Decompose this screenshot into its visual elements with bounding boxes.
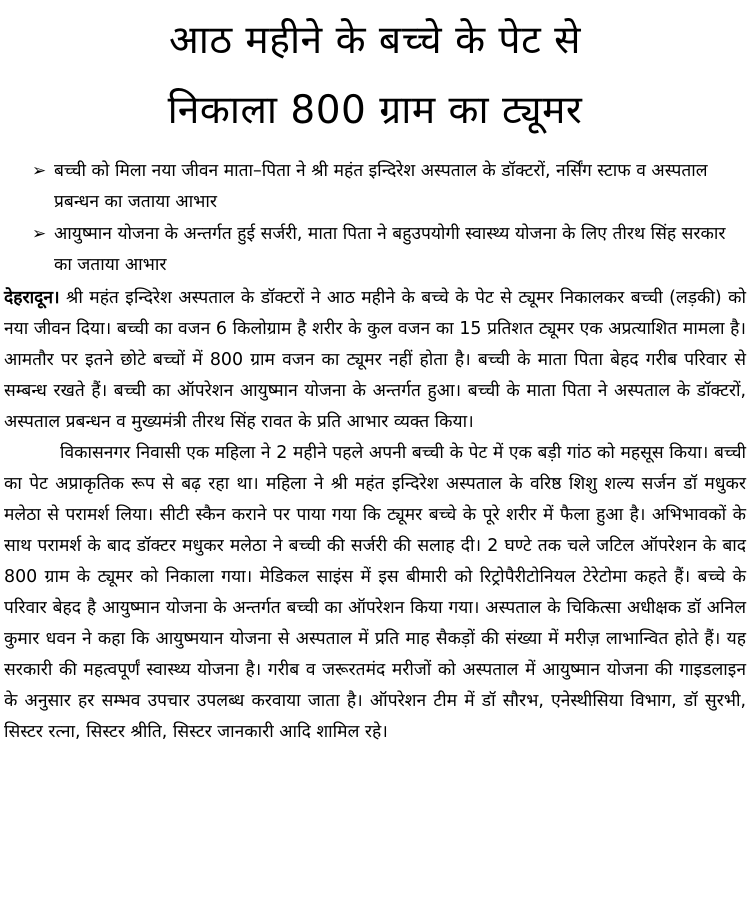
article-paragraph-2: विकासनगर निवासी एक महिला ने 2 महीने पहले अपनी बच्ची के पेट में एक बड़ी गांठ को महसूस किया। बच्ची का पेट अप्राकृतिक रूप से बढ़ रहा था। महिला ने श्री महंत इन्दिरेश अस्पताल के वरिष्ठ शिशु शल्य सर्जन डॉ मधुकर मलेठा से परामर्श लिया। सीटी स्कैन कराने पर पाया गया कि ट्यूमर बच्चे के पूरे शरीर में फैला हुआ है। अभिभावकों के साथ परामर्श के बाद डॉक्टर मधुकर मलेठा ने बच्ची की सर्जरी की सलाह दी। 2 घण्टे तक चले जटिल ऑपरेशन के बाद 800 ग्राम के ट्यूमर को निकाला गया। मेडिकल साइंस में इस बीमारी को रिट्रोपैरीटोनियल टेरेटोमा कहते हैं। बच्चे के परिवार बेहद है आयुष्मान योजना के अन्तर्गत बच्ची का ऑपरेशन किया गया। अस्पताल के चिकित्सा अधीक्षक डॉ अनिल कुमार धवन ने कहा कि आयुष्मयान योजना से अस्पताल में प्रति माह सैकड़ों की संख्या में मरीज़ लाभान्वित होते हैं। यह सरकारी की महत्वपूर्णं स्वास्थ्य योजना है। गरीब व जरूरतमंद मरीजों को अस्पताल में आयुष्मान योजना की गाइडलाइन के अनुसार हर सम्भव उपचार उपलब्ध करवाया जाता है। ऑपरेशन टीम में डॉ सौरभ, एनेस्थीसिया विभाग, डॉ सुरभी, सिस्टर रत्ना, सिस्टर श्रीति, सिस्टर जानकारी आदि शामिल रहे। [4,443,746,742]
headline [4,6,746,146]
arrow-bullet-icon: ➢ [32,161,47,181]
bullet-text: आयुष्मान योजना के अन्तर्गत हुई सर्जरी, माता पिता ने बहुउपयोगी स्वास्थ्य योजना के लिए तीरथ सिंह सरकार का जताया आभार [54,224,726,275]
paragraph-1-text: श्री महंत इन्दिरेश अस्पताल के डॉक्टरों ने आठ महीने के बच्चे के पेट से ट्यूमर निकालकर बच्ची (लड़की) को नया जीवन दिया। बच्ची का वजन 6 किलोग्राम है शरीर के कुल वजन का 15 प्रतिशत ट्यूमर एक अप्रत्याशित मामला है। आमतौर पर इतने छोटे बच्चों में 800 ग्राम वजन का ट्यूमर नहीं होता है। बच्ची के माता पिता बेहद गरीब परिवार से सम्बन्ध रखते हैं। बच्ची का ऑपरेशन आयुष्मान योजना के अन्तर्गत हुआ। बच्ची के माता पिता ने अस्पताल के डॉक्टरों, अस्पताल प्रबन्धन व मुख्यमंत्री तीरथ सिंह रावत के प्रति आभार व्यक्त किया। [4,288,747,432]
bullet-item [4,219,746,281]
bullet-text: बच्ची को मिला नया जीवन माता–पिता ने श्री महंत इन्दिरेश अस्पताल के डॉक्टरों, नर्सिंग स्टाफ व अस्पताल प्रबन्धन का जताया आभार [54,161,708,212]
headline-line-1: आठ महीने के बच्चे के पेट से [169,18,581,63]
highlight-bullets [4,156,746,281]
arrow-bullet-icon: ➢ [32,224,47,244]
bullet-item [4,156,746,218]
headline-line-2: निकाला 800 ग्राम का ट्यूमर [167,88,583,133]
article-paragraph-1 [4,283,746,438]
article-body [4,283,746,748]
dateline: देहरादून। [4,288,60,308]
